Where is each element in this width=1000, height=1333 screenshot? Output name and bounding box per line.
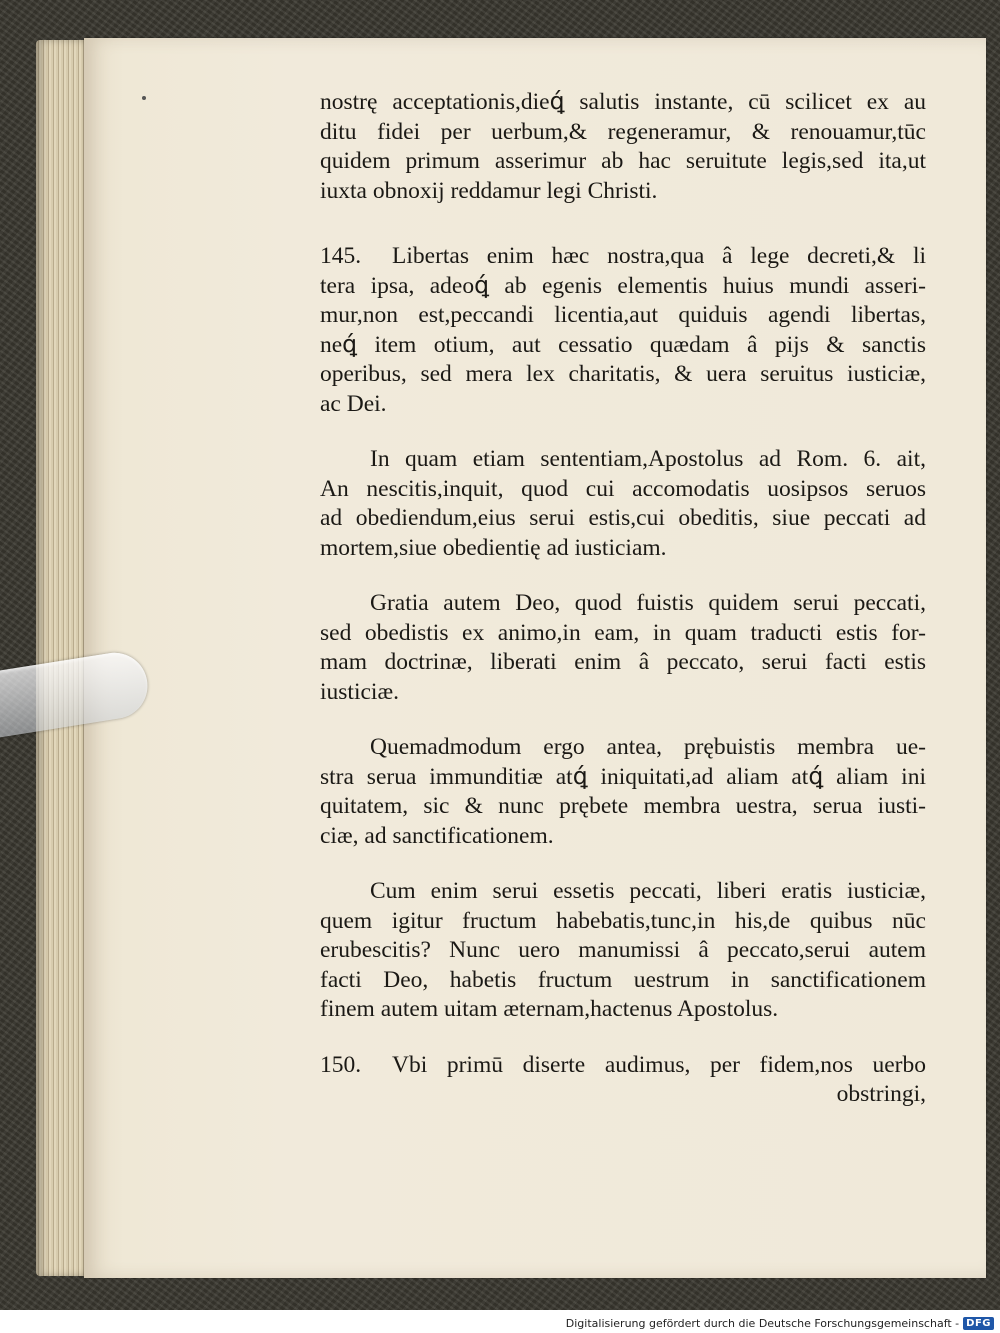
page-text [320, 88, 926, 1110]
section-number: 145. [320, 243, 362, 269]
paragraph-4 [320, 589, 926, 707]
text-line: operibus, sed mera lex charitatis, & uera seruitus iusticiæ, [320, 361, 926, 387]
text-line: erubescitis? Nunc uero manumissi â peccato,serui autem [320, 937, 926, 963]
text-line: iuxta obnoxij reddamur legi Christi. [320, 177, 658, 204]
text-line: ditu fidei per uerbum,& regeneramur, & renouamur,tūc [320, 118, 926, 145]
text-line: In quam etiam sententiam,Apostolus ad Rom. 6. ait, [370, 446, 926, 472]
text-line: quem igitur fructum habebatis,tunc,in his,de quibus nūc [320, 907, 926, 934]
text-line: quitatem, sic & nunc prębete membra uestra, serua iusti- [320, 793, 926, 819]
text-line: mam doctrinæ, liberati enim â peccato, serui facti estis [320, 649, 926, 675]
paragraph-5 [320, 733, 926, 851]
text-line: finem autem uitam æternam,hactenus Apostolus. [320, 996, 779, 1022]
text-line: tera ipsa, adeoꝗ́ ab egenis elementis huius mundi asseri- [320, 272, 926, 299]
text-line: An nescitis,inquit, quod cui accomodatis uosipsos seruos [320, 475, 926, 502]
ink-dot [142, 96, 146, 100]
text-line: Gratia autem Deo, quod fuistis quidem serui peccati, [370, 590, 926, 616]
text-line: iusticiæ. [320, 678, 399, 705]
digitization-credit [566, 1317, 994, 1330]
paragraph-6 [320, 877, 926, 1025]
text-line: 145. Libertas enim hæc nostra,qua â lege decreti,& li [320, 242, 926, 272]
text-line: quidem primum asserimur ab hac seruitute legis,sed ita,ut [320, 148, 926, 174]
paragraph-2 [320, 242, 926, 419]
paragraph-1 [320, 88, 926, 206]
text-line: neꝗ́ item otium, aut cessatio quædam â pijs & sanctis [320, 331, 926, 358]
dfg-logo: DFG [963, 1317, 994, 1330]
text-line: ac Dei. [320, 390, 387, 417]
text-line: ciæ, ad sanctificationem. [320, 822, 554, 849]
text-line: Quemadmodum ergo antea, prębuistis membra ue- [370, 734, 926, 760]
text-line: facti Deo, habetis fructum uestrum in sanctificationem [320, 966, 926, 993]
text-line: ad obediendum,eius serui estis,cui obeditis, siue peccati ad [320, 505, 926, 531]
text-line: mortem,siue obedientię ad iusticiam. [320, 534, 667, 561]
catchword: obstringi, [836, 1081, 926, 1107]
text-line: nostrę acceptationis,dieꝗ́ salutis instante, cū scilicet ex au [320, 89, 926, 115]
text-line: stra serua immunditiæ atꝗ́ iniquitati,ad aliam atꝗ́ aliam ini [320, 763, 926, 790]
paragraph-7 [320, 1051, 926, 1110]
text-line: mur,non est,peccandi licentia,aut quiduis agendi libertas, [320, 302, 926, 328]
credit-text: Digitalisierung gefördert durch die Deutsche Forschungsgemeinschaft - [565, 1317, 960, 1330]
section-number: 150. [320, 1051, 362, 1078]
text-line: sed obedistis ex animo,in eam, in quam traducti estis for- [320, 619, 926, 646]
text-line: 150. Vbi primū diserte audimus, per fidem,nos uerbo [320, 1051, 926, 1081]
text-line: Cum enim serui essetis peccati, liberi eratis iusticiæ, [370, 878, 926, 904]
paragraph-3 [320, 445, 926, 563]
